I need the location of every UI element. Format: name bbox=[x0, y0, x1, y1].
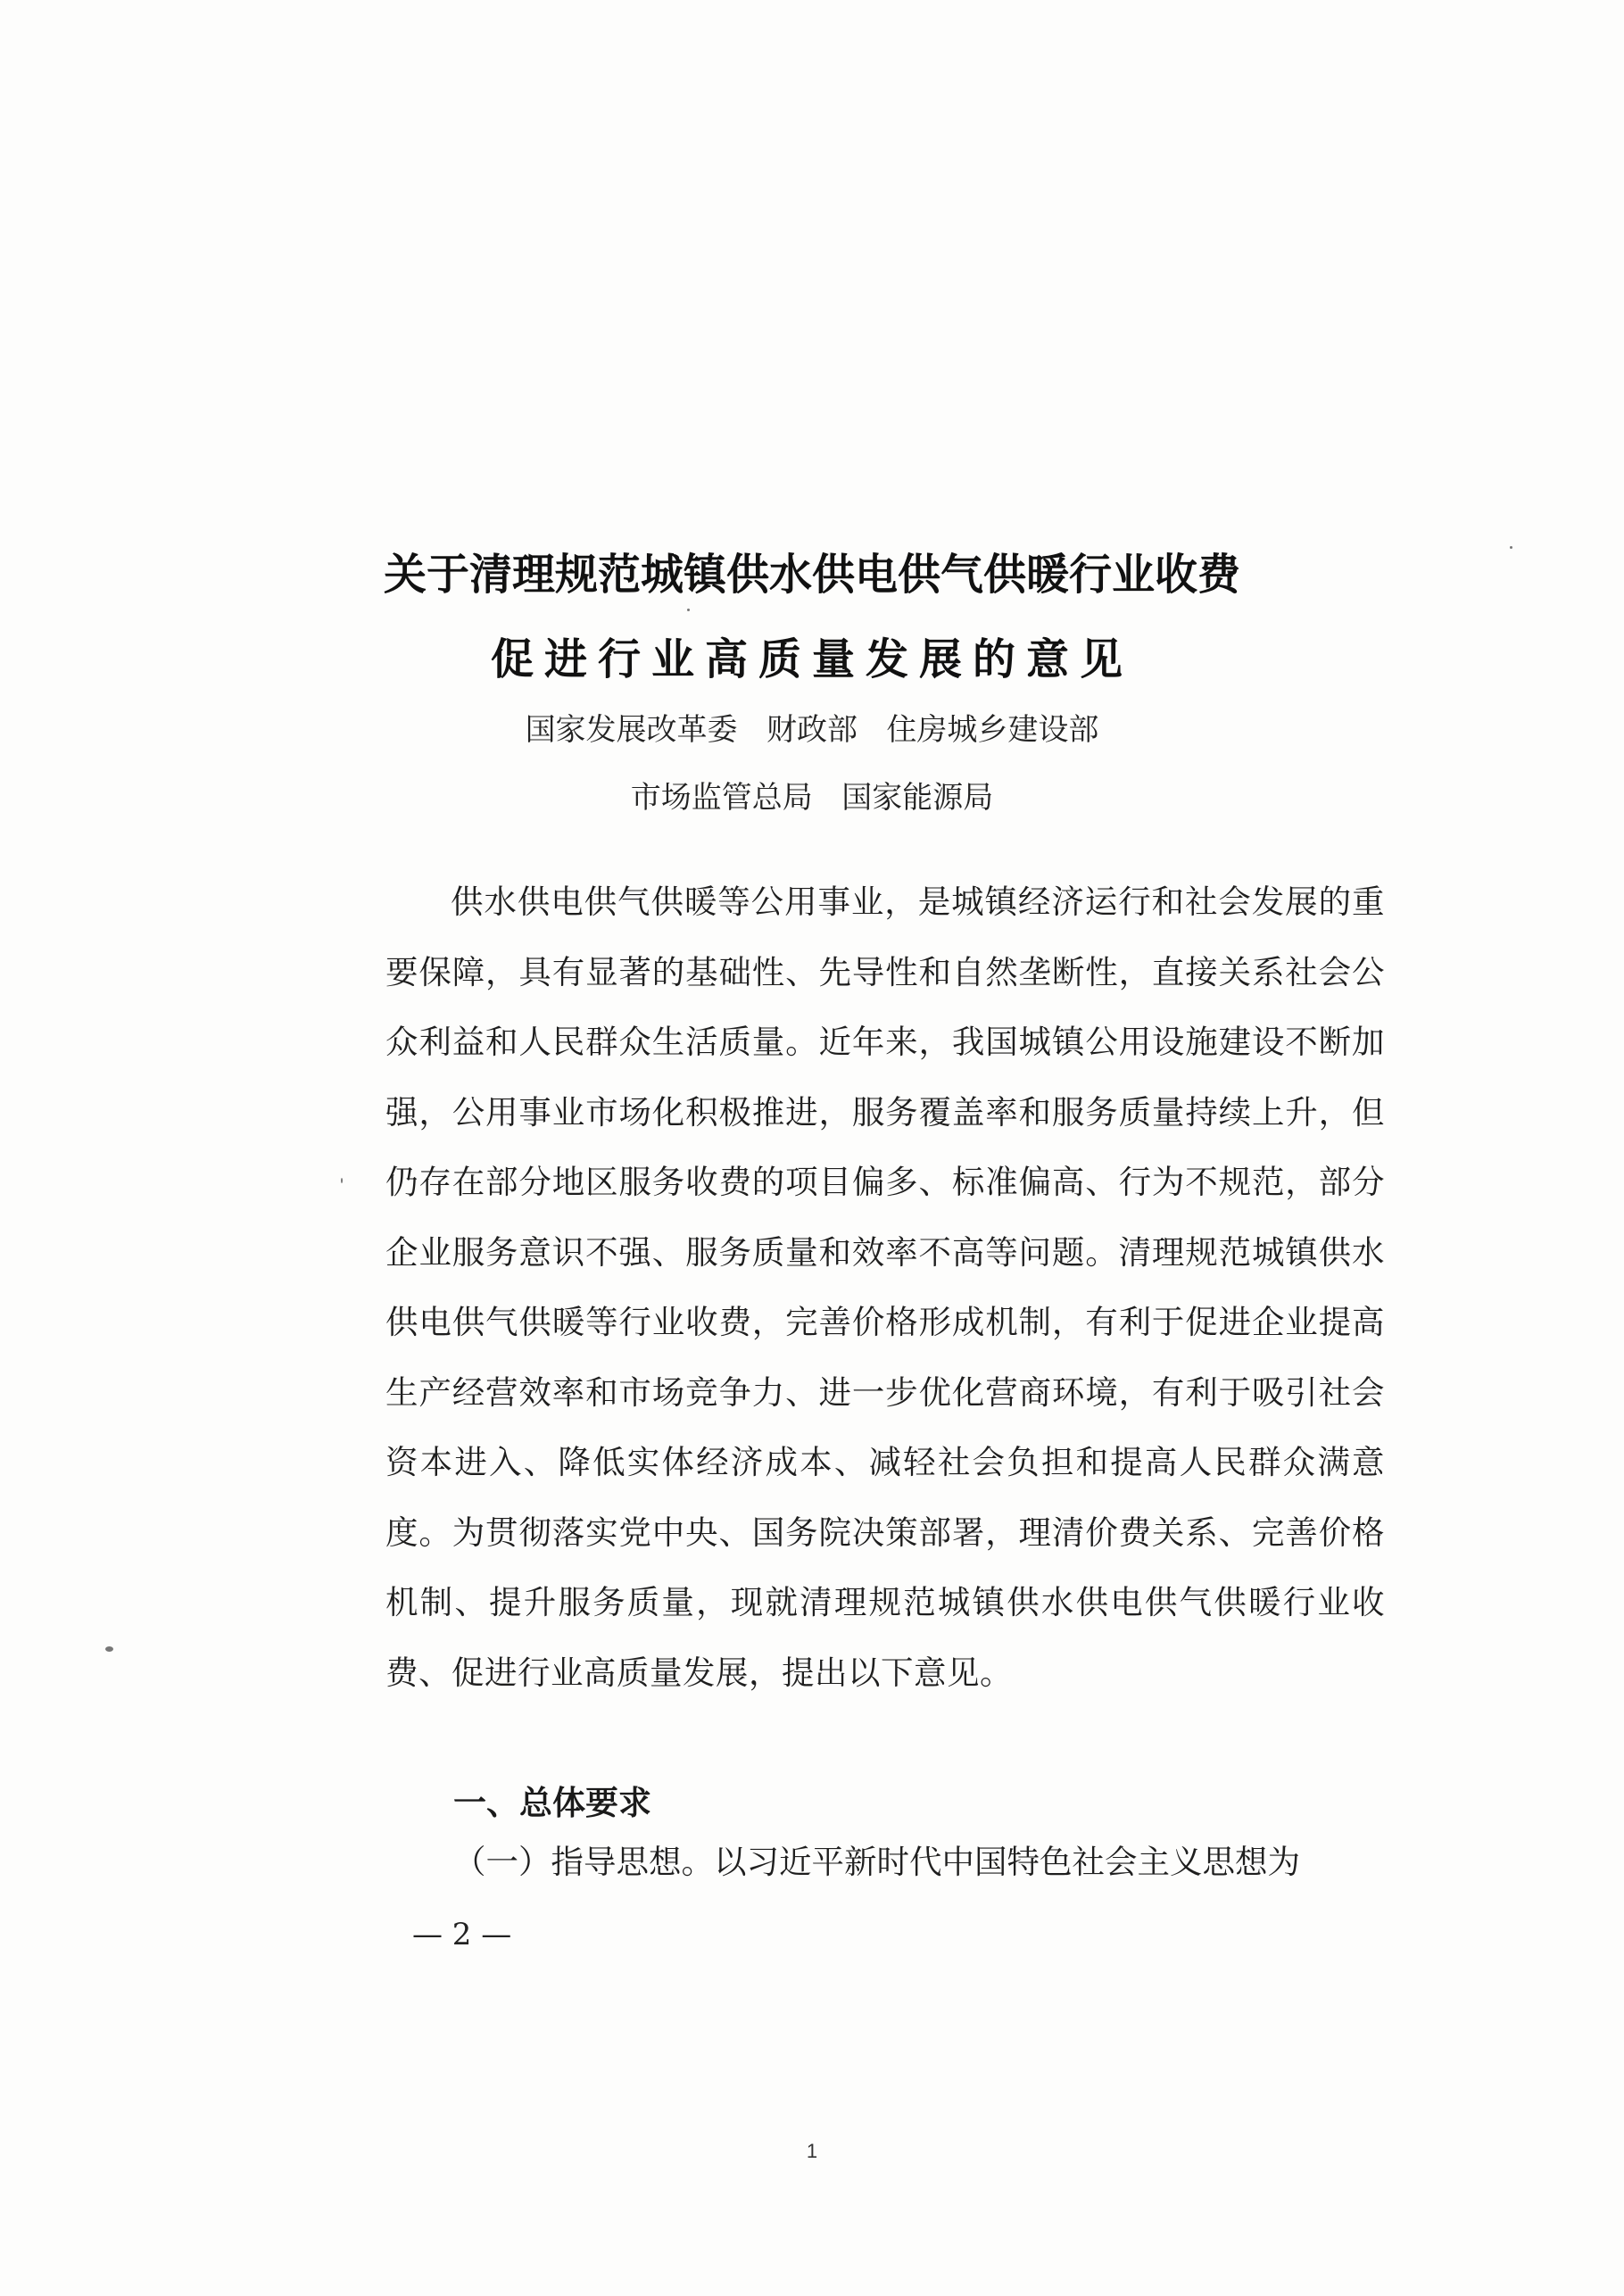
document-title-line-2: 促进行业高质量发展的意见 bbox=[490, 634, 1133, 684]
scan-speck bbox=[105, 1646, 113, 1652]
scan-speck bbox=[687, 609, 690, 611]
issuing-agencies-line-1: 国家发展改革委 财政部 住房城乡建设部 bbox=[525, 712, 1099, 748]
scanned-page-number: — 2 — bbox=[412, 1917, 512, 1952]
issuing-agencies-line-2: 市场监管总局 国家能源局 bbox=[630, 780, 994, 816]
intro-paragraph: 供水供电供气供暖等公用事业，是城镇经济运行和社会发展的重要保障，具有显著的基础性、先导性和自然垄断性，直接关系社会公众利益和人民群众生活质量。近年来，我国城镇公用设施建设不断加强，公用事业市场化积极推进，服务覆盖率和服务质量持续上升，但仍存在部分地区服务收费的项目偏多、标准偏高、行为不规范，部分企业服务意识不强、服务质量和效率不高等问题。清理规范城镇供水供电供气供暖等行业收费，完善价格形成机制，有利于促进企业提高生产经营效率和市场竞争力、进一步优化营商环境，有利于吸引社会资本进入、降低实体经济成本、减轻社会负担和提高人民群众满意度。为贯彻落实党中央、国务院决策部署，理清价费关系、完善价格机制、提升服务质量，现就清理规范城镇供水供电供气供暖行业收费、促进行业高质量发展，提出以下意见。 bbox=[385, 883, 1385, 1692]
section-heading-general-requirements: 一、总体要求 bbox=[453, 1784, 651, 1822]
document-title-line-1: 关于清理规范城镇供水供电供气供暖行业收费 bbox=[383, 550, 1240, 600]
scan-speck bbox=[1510, 546, 1512, 549]
page-number: 1 bbox=[806, 2140, 818, 2162]
guiding-ideology-paragraph: （一）指导思想。以习近平新时代中国特色社会主义思想为 bbox=[453, 1843, 1300, 1881]
scan-speck bbox=[341, 1178, 343, 1183]
